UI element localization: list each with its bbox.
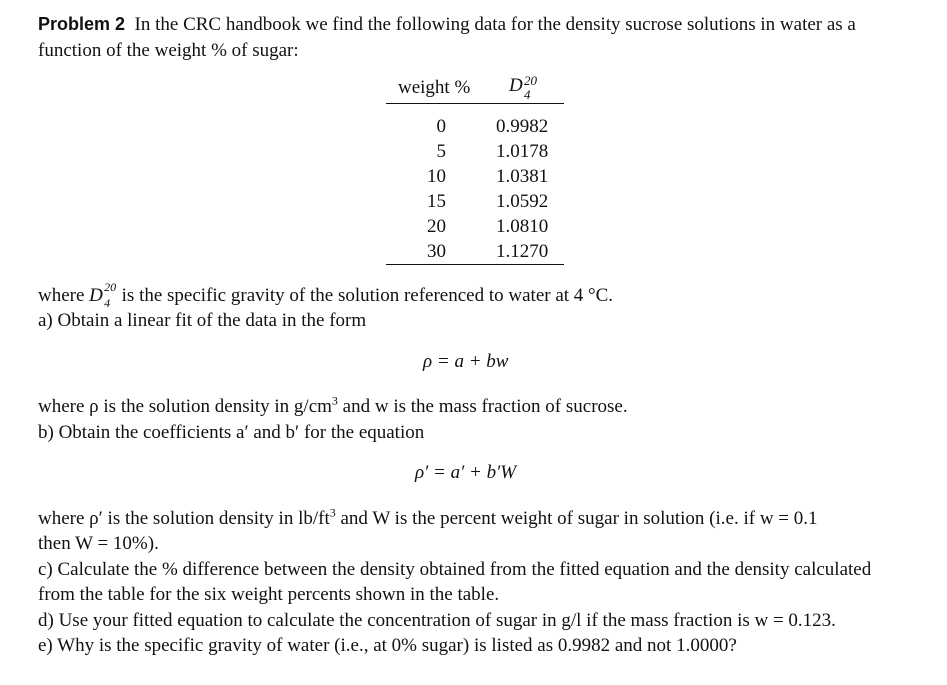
rho-definition: where ρ is the solution density in $g/cm^3$ and w is the mass fraction of sucrose. — [38, 393, 628, 417]
density-cell: 1.1270 — [496, 241, 549, 262]
table-header — [386, 73, 564, 104]
problem-intro-text: In the CRC handbook we find the following data for the density sucrose solutions in water as a — [134, 14, 856, 35]
table-row — [386, 141, 564, 166]
rho-prime-definition: where ρ′ is the solution density in $lb/ft^3$ and W is the percent weight of sugar in solution (i.e. if w = 0.1 — [38, 505, 818, 529]
density-column-header: D 20 4 — [509, 73, 537, 102]
density-cell: 1.0178 — [496, 141, 549, 162]
weight-cell: 20 — [427, 216, 446, 237]
table-row — [386, 241, 564, 266]
weight-column-header: weight % — [398, 77, 471, 98]
table-body — [386, 104, 564, 265]
table-row — [386, 216, 564, 241]
part-b: b) Obtain the coefficients a′ and b′ for the equation — [38, 422, 425, 443]
intro-line-2: function of the weight % of sugar: — [38, 40, 299, 61]
part-e: e) Why is the specific gravity of water (i.e., at 0% sugar) is listed as 0.9982 and not 1.0000? — [38, 635, 737, 656]
density-cell: 0.9982 — [496, 116, 549, 137]
table-row — [386, 116, 564, 141]
part-a: a) Obtain a linear fit of the data in the form — [38, 310, 367, 331]
density-cell: 1.0810 — [496, 216, 549, 237]
weight-cell: 30 — [427, 241, 446, 262]
part-c-line-1: c) Calculate the % difference between the density obtained from the fitted equation and the density calculated — [38, 559, 872, 580]
specific-gravity-definition: where D 20 4 is the specific gravity of the solution referenced to water at 4 °C. — [38, 280, 614, 310]
intro-line-1 — [38, 13, 856, 36]
part-d: d) Use your fitted equation to calculate the concentration of sugar in g/l if the mass fraction is w = 0.123. — [38, 610, 836, 631]
weight-cell: 5 — [436, 141, 446, 162]
equation-linear-fit: ρ = a + bw — [423, 351, 509, 372]
weight-cell: 0 — [436, 116, 446, 137]
density-cell: 1.0381 — [496, 166, 549, 187]
specific-gravity-symbol: D 20 4 — [89, 280, 117, 310]
weight-cell: 15 — [427, 191, 446, 212]
density-cell: 1.0592 — [496, 191, 549, 212]
weight-cell: 10 — [427, 166, 446, 187]
then-line: then W = 10%). — [38, 533, 159, 554]
equation-english-units: ρ′ = a′ + b′W — [415, 462, 517, 483]
part-c-line-2: from the table for the six weight percents shown in the table. — [38, 584, 500, 605]
problem-label: Problem 2 — [38, 14, 126, 34]
table-row — [386, 166, 564, 191]
table-row — [386, 191, 564, 216]
density-table — [386, 73, 564, 265]
